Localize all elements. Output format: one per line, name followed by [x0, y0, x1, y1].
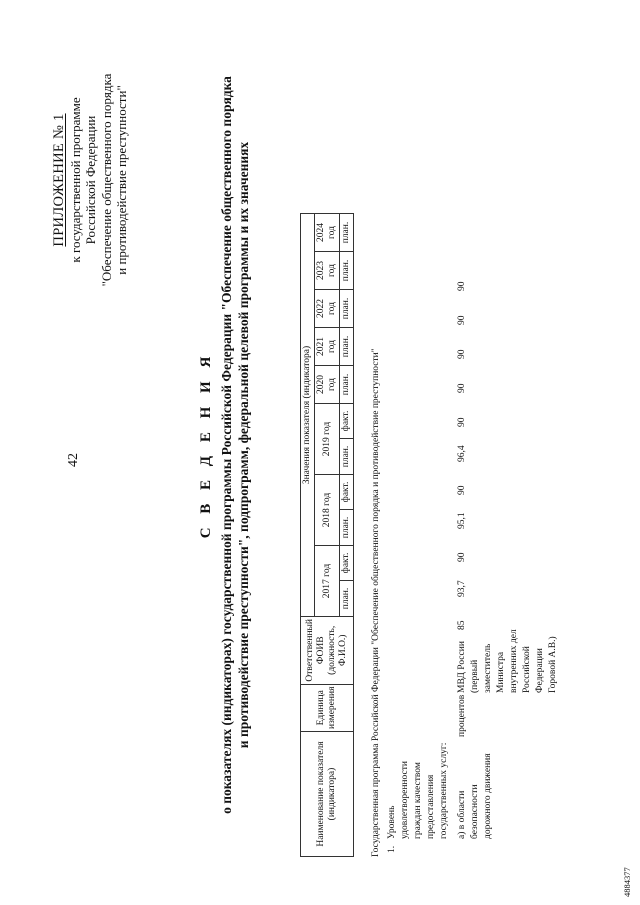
indicator-name	[386, 743, 451, 839]
header-plan: план.	[340, 580, 354, 616]
indicator-sub-line: безопасности	[470, 784, 480, 839]
header-year: 2019 год	[315, 404, 340, 475]
value-2024-plan: 90	[457, 281, 467, 291]
document-heading	[198, 65, 252, 825]
header-year: 2017 год	[315, 546, 340, 617]
indicator-name-line: государственных услуг:	[439, 742, 449, 839]
indicator-name-line: Уровень	[387, 805, 397, 839]
header-year: 2018 год	[315, 475, 340, 546]
value-2023-plan: 90	[457, 315, 467, 325]
responsible-line: (первый	[470, 659, 480, 693]
heading-subtitle-line: и противодействие преступности", подпрограмм, федеральной целевой программы и их значениях	[236, 141, 251, 749]
indicator-name-line: удовлетворенности	[400, 761, 410, 839]
header-plan: план.	[340, 252, 354, 290]
appendix-line: и противодействие преступности"	[114, 85, 129, 275]
heading-subtitle-line: о показателях (индикаторах) государственной программы Российской Федерации "Обеспечение общественного порядка	[219, 76, 234, 814]
header-plan: план.	[340, 509, 354, 545]
appendix-line: "Обеспечение общественного порядка	[98, 73, 114, 287]
responsible-line: внутренних дел	[509, 629, 519, 693]
responsible-line: Горовой А.В.)	[548, 636, 558, 693]
header-year: 2024 год	[315, 214, 340, 252]
header-fact: факт.	[340, 475, 354, 510]
value-2017-plan: 85	[457, 620, 467, 630]
value-2018-fact: 95,1	[457, 512, 467, 529]
value-2021-plan: 90	[457, 383, 467, 393]
value-2020-plan: 90	[457, 417, 467, 427]
responsible-line: заместитель	[483, 643, 493, 693]
header-fact: факт.	[340, 404, 354, 439]
heading-title: С В Е Д Е Н И Я	[198, 351, 214, 539]
page-number: 42	[66, 453, 81, 467]
header-plan: план.	[340, 290, 354, 328]
header-values: Значения показателя (индикатора)	[301, 214, 315, 617]
indicator-name-line: граждан качеством	[413, 762, 423, 839]
responsible-line: Федерации	[535, 648, 545, 693]
responsible-line: Министра	[496, 651, 506, 693]
section-heading: Государственная программа Российской Федерации "Обеспечение общественного порядка и противодействие преступности"	[371, 348, 381, 857]
header-fact: факт.	[340, 546, 354, 581]
header-indicator-name: Наименование показателя (индикатора)	[301, 732, 354, 857]
document-id: 4884377	[622, 867, 632, 897]
header-year: 2021 год	[315, 328, 340, 366]
header-year: 2020 год	[315, 366, 340, 404]
indicator-name-line: предоставления	[426, 774, 436, 839]
indicator-sub-line: а) в области	[457, 790, 467, 839]
value-2018-plan: 90	[457, 552, 467, 562]
value-2022-plan: 90	[457, 349, 467, 359]
header-responsible: Ответственный ФОИВ (должность, Ф.И.О.)	[301, 617, 354, 685]
header-plan: план.	[340, 328, 354, 366]
indicator-number: 1.	[387, 845, 397, 853]
appendix-block	[52, 15, 130, 345]
header-year: 2022 год	[315, 290, 340, 328]
value-2017-fact: 93,7	[457, 580, 467, 597]
value-2019-plan: 90	[457, 485, 467, 495]
header-year: 2023 год	[315, 252, 340, 290]
indicator-sub-name	[456, 753, 495, 839]
header-plan: план.	[340, 214, 354, 252]
appendix-title: ПРИЛОЖЕНИЕ № 1	[51, 113, 67, 247]
value-2019-fact: 96,4	[457, 445, 467, 462]
responsible-line: МВД России	[457, 641, 467, 693]
header-plan: план.	[340, 438, 354, 474]
indicator-sub-line: дорожного движения	[483, 753, 493, 839]
responsible-line: Российской	[522, 646, 532, 693]
indicator-responsible	[456, 629, 560, 693]
appendix-line: Российской Федерации	[83, 115, 98, 245]
appendix-line: к государственной программе	[67, 97, 83, 263]
indicator-unit: процентов	[457, 694, 467, 737]
indicators-table-header	[300, 213, 354, 857]
header-plan: план.	[340, 366, 354, 404]
header-unit: Единица измерения	[301, 684, 354, 731]
